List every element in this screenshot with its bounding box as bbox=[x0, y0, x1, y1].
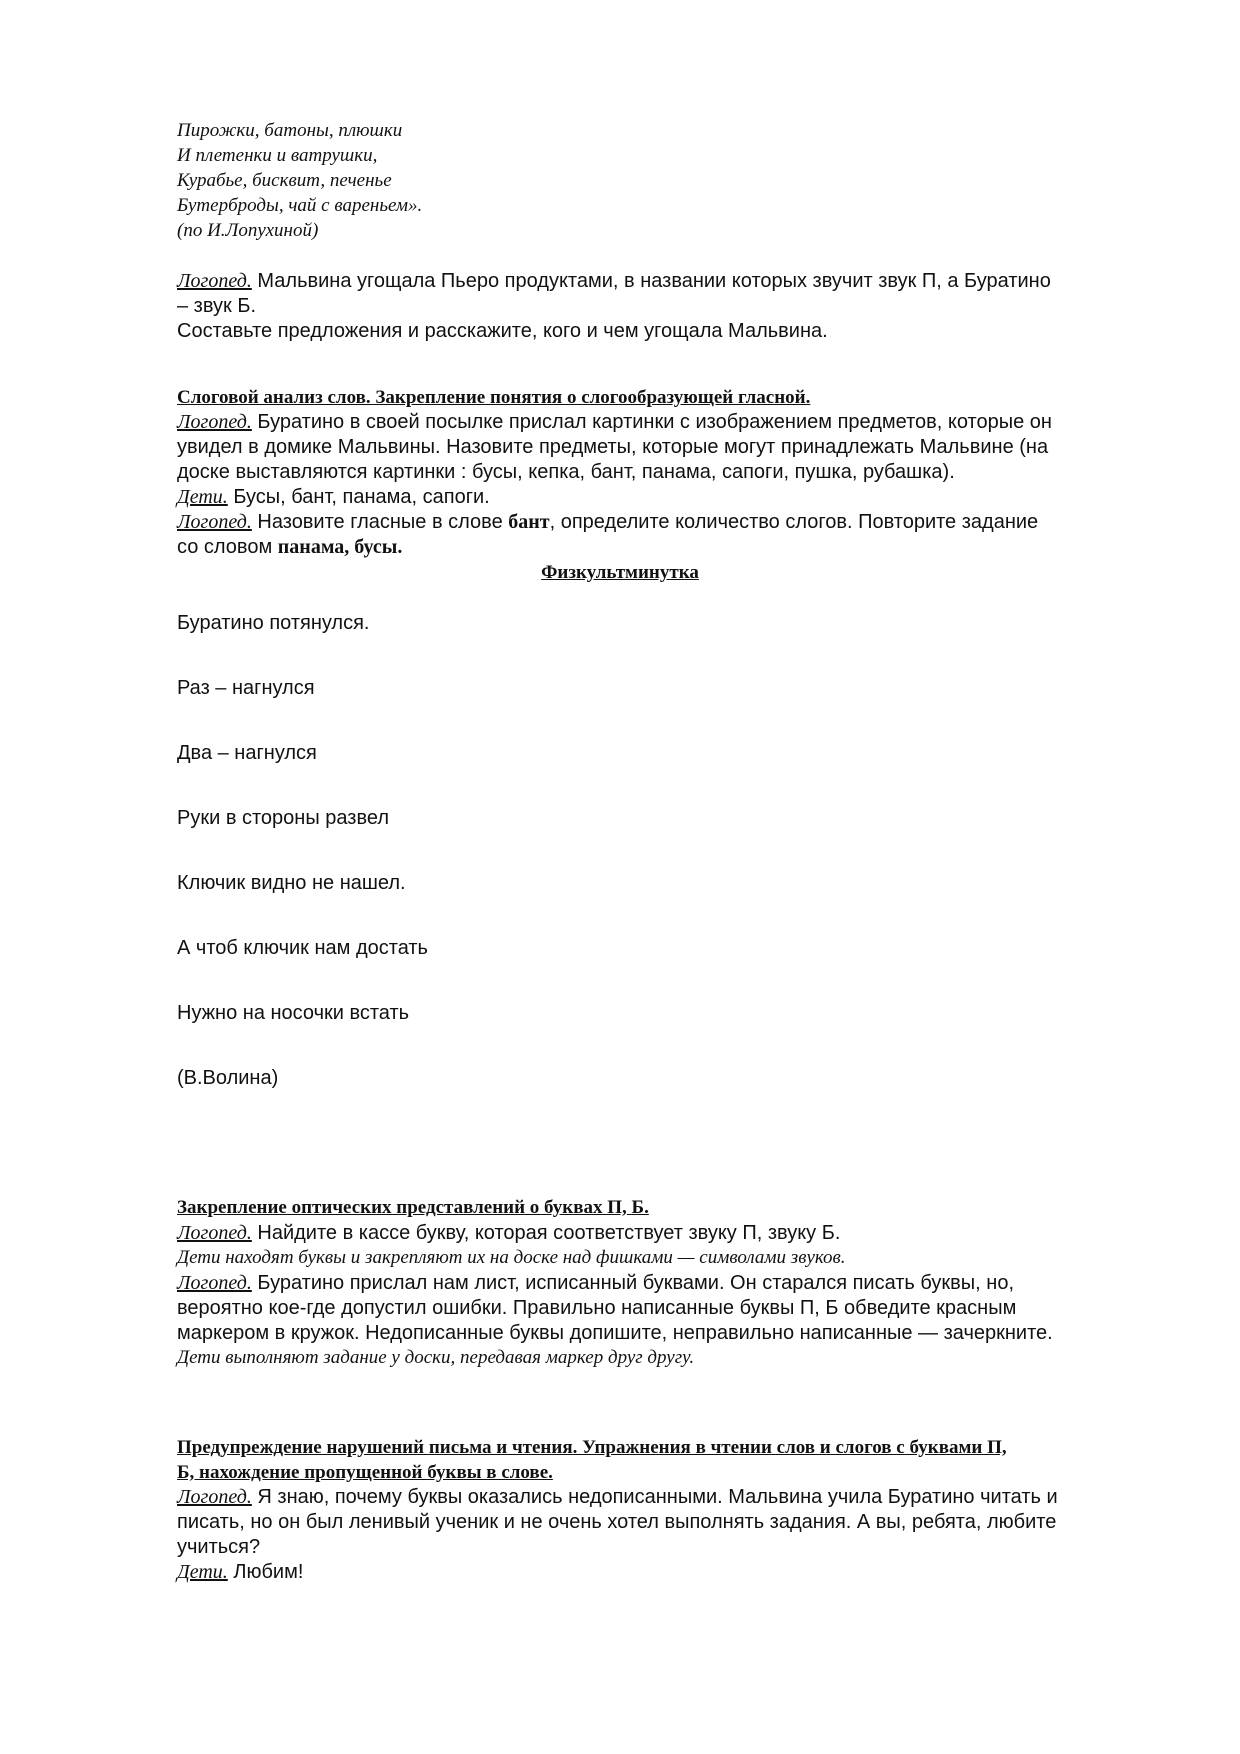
fizkult-line: Раз – нагнулся bbox=[177, 677, 315, 699]
fizkult-line: Руки в стороны развел bbox=[177, 807, 390, 829]
speaker-label: Дети. bbox=[177, 486, 228, 508]
paragraph-text: , определите количество слогов. Повторите задание bbox=[549, 511, 1039, 533]
paragraph-text: Любим! bbox=[227, 1561, 304, 1583]
paragraph-text: Мальвина угощала Пьеро продуктами, в названии которых звучит звук П, а Буратино bbox=[251, 270, 1051, 292]
poem-line: Пирожки, батоны, плюшки bbox=[177, 120, 403, 141]
bold-word: бант bbox=[508, 511, 550, 533]
paragraph-line bbox=[177, 411, 1180, 434]
poem-line: И плетенки и ватрушки, bbox=[177, 145, 378, 166]
paragraph-text: со словом bbox=[177, 536, 278, 558]
fizkult-line: А чтоб ключик нам достать bbox=[177, 937, 428, 959]
paragraph-line: маркером в кружок. Недописанные буквы допишите, неправильно написанные — зачеркните. bbox=[177, 1322, 1053, 1344]
section-heading: Закрепление оптических представлений о буквах П, Б. bbox=[177, 1197, 649, 1218]
paragraph-line: писать, но он был ленивый ученик и не очень хотел выполнять задания. А вы, ребята, любите bbox=[177, 1511, 1057, 1533]
poem-line: Курабье, бисквит, печенье bbox=[177, 170, 392, 191]
fizkult-attribution: (В.Волина) bbox=[177, 1067, 279, 1089]
fizkult-heading: Физкультминутка bbox=[541, 562, 699, 583]
paragraph-text: Буратино прислал нам лист, исписанный буквами. Он старался писать буквы, но, bbox=[251, 1272, 1015, 1294]
section-heading: Слоговой анализ слов. Закрепление понятия о слогообразующей гласной. bbox=[177, 387, 811, 408]
speaker-label: Логопед. bbox=[177, 1486, 252, 1508]
speaker-label: Логопед. bbox=[177, 511, 252, 533]
poem-attribution: (по И.Лопухиной) bbox=[177, 220, 319, 241]
paragraph-line: вероятно кое-где допустил ошибки. Правильно написанные буквы П, Б обведите красным bbox=[177, 1297, 1017, 1319]
intro-paragraph-line: Составьте предложения и расскажите, кого и чем угощала Мальвина. bbox=[177, 320, 828, 342]
speaker-label: Логопед. bbox=[177, 1222, 252, 1244]
paragraph-line bbox=[177, 1222, 1180, 1245]
stage-note: Дети находят буквы и закрепляют их на доске над фишками — символами звуков. bbox=[177, 1247, 846, 1268]
speaker-label: Логопед. bbox=[177, 270, 252, 292]
paragraph-line bbox=[177, 486, 1180, 509]
section-heading: Б, нахождение пропущенной буквы в слове. bbox=[177, 1462, 553, 1483]
paragraph-text: Назовите гласные в слове bbox=[251, 511, 509, 533]
paragraph-line bbox=[177, 511, 1180, 534]
stage-note: Дети выполняют задание у доски, передавая маркер друг другу. bbox=[177, 1347, 695, 1368]
paragraph-line bbox=[177, 536, 1180, 559]
fizkult-line: Нужно на носочки встать bbox=[177, 1002, 410, 1024]
paragraph-text: Я знаю, почему буквы оказались недописанными. Мальвина учила Буратино читать и bbox=[251, 1486, 1058, 1508]
fizkult-line: Ключик видно не нашел. bbox=[177, 872, 406, 894]
intro-paragraph-line: – звук Б. bbox=[177, 295, 257, 317]
speaker-label: Логопед. bbox=[177, 1272, 252, 1294]
speaker-label: Дети. bbox=[177, 1561, 228, 1583]
paragraph-line bbox=[177, 1561, 1180, 1584]
paragraph-line bbox=[177, 1486, 1180, 1509]
section-heading: Предупреждение нарушений письма и чтения. Упражнения в чтении слов и слогов с буквами П, bbox=[177, 1437, 1007, 1458]
paragraph-text: Бусы, бант, панама, сапоги. bbox=[227, 486, 490, 508]
speaker-label: Логопед. bbox=[177, 411, 252, 433]
paragraph-line: увидел в домике Мальвины. Назовите предметы, которые могут принадлежать Мальвине (на bbox=[177, 436, 1049, 458]
paragraph-line bbox=[177, 1272, 1180, 1295]
bold-word: панама, бусы. bbox=[277, 536, 403, 558]
paragraph-text: Найдите в кассе букву, которая соответствует звуку П, звуку Б. bbox=[251, 1222, 841, 1244]
paragraph-text: Буратино в своей посылке прислал картинки с изображением предметов, которые он bbox=[251, 411, 1052, 433]
intro-paragraph-line bbox=[177, 270, 1180, 293]
fizkult-line: Два – нагнулся bbox=[177, 742, 317, 764]
paragraph-line: доске выставляются картинки : бусы, кепка, бант, панама, сапоги, пушка, рубашка). bbox=[177, 461, 955, 483]
fizkult-line: Буратино потянулся. bbox=[177, 612, 370, 634]
paragraph-line: учиться? bbox=[177, 1536, 261, 1558]
poem-line: Бутерброды, чай с вареньем». bbox=[177, 195, 423, 216]
